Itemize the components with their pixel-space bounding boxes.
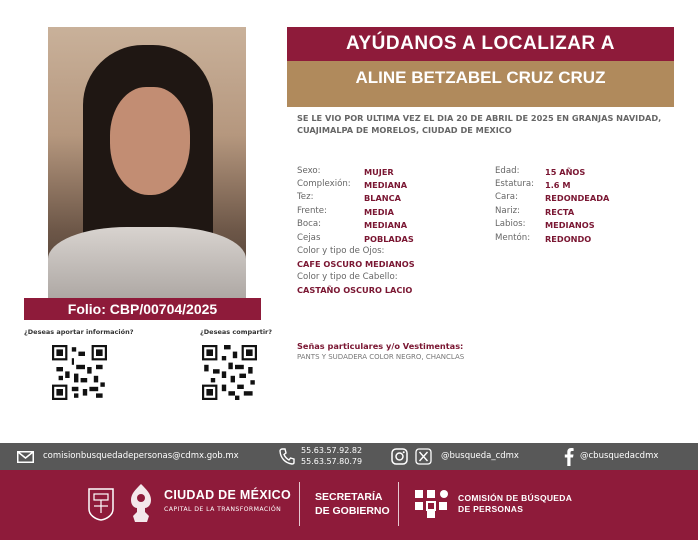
footer-divider — [398, 482, 399, 526]
cdmx-shield-icon — [87, 487, 115, 521]
comision-logo-icon — [414, 489, 450, 519]
secretaria-line2: DE GOBIERNO — [315, 505, 390, 517]
phone-icon — [279, 448, 295, 465]
qr-share-label: ¿Deseas compartir? — [200, 328, 273, 336]
cabello-value: CASTAÑO OSCURO LACIO — [297, 285, 413, 295]
frente-label: Frente: — [297, 206, 327, 216]
ojos-value: CAFE OSCURO MEDIANOS — [297, 259, 415, 269]
sexo-label: Sexo: — [297, 166, 321, 176]
person-name: ALINE BETZABEL CRUZ CRUZ — [287, 61, 674, 107]
folio-badge: Folio: CBP/00704/2025 — [24, 298, 261, 320]
qr-share-code[interactable] — [202, 345, 257, 400]
cdmx-title: CIUDAD DE MÉXICO — [164, 488, 292, 502]
estatura-value: 1.6 M — [545, 180, 571, 190]
comision-line1: COMISIÓN DE BÚSQUEDA — [458, 493, 573, 503]
menton-value: REDONDO — [545, 234, 592, 244]
missing-person-photo — [48, 27, 246, 298]
comision-line2: DE PERSONAS — [458, 504, 524, 514]
cabello-label: Color y tipo de Cabello: — [297, 272, 398, 282]
labios-value: MEDIANOS — [545, 220, 595, 230]
qr-info-label: ¿Deseas aportar información? — [24, 328, 134, 336]
nariz-value: RECTA — [545, 207, 575, 217]
x-twitter-icon[interactable] — [415, 448, 432, 465]
cara-label: Cara: — [495, 192, 518, 202]
labios-label: Labios: — [495, 219, 526, 229]
footer-divider — [299, 482, 300, 526]
marks-text: PANTS Y SUDADERA COLOR NEGRO, CHANCLAS — [297, 353, 465, 361]
contact-email[interactable]: comisionbusquedadepersonas@cdmx.gob.mx — [43, 451, 239, 461]
contact-phone-1[interactable]: 55.63.57.92.82 — [301, 446, 363, 455]
facebook-icon[interactable] — [564, 447, 574, 466]
alert-title: AYÚDANOS A LOCALIZAR A — [287, 27, 674, 61]
frente-value: MEDIA — [364, 207, 394, 217]
instagram-icon[interactable] — [391, 448, 408, 465]
facebook-handle[interactable]: @cbusquedacdmx — [580, 451, 659, 461]
tez-label: Tez: — [297, 192, 314, 202]
nariz-label: Nariz: — [495, 206, 521, 216]
cdmx-subtitle: CAPITAL DE LA TRANSFORMACIÓN — [164, 506, 282, 513]
boca-value: MEDIANA — [364, 220, 408, 230]
contact-bar — [0, 443, 698, 470]
cara-value: REDONDEADA — [545, 193, 610, 203]
estatura-label: Estatura: — [495, 179, 535, 189]
cejas-value: POBLADAS — [364, 234, 414, 244]
ojos-label: Color y tipo de Ojos: — [297, 246, 385, 256]
qr-info-code[interactable] — [52, 345, 107, 400]
marks-title: Señas particulares y/o Vestimentas: — [297, 341, 464, 351]
email-icon — [17, 451, 34, 463]
contact-phone-2[interactable]: 55.63.57.80.79 — [301, 457, 363, 466]
last-seen-text: SE LE VIO POR ULTIMA VEZ EL DIA 20 DE ABRIL DE 2025 EN GRANJAS NAVIDAD, CUAJIMALPA DE MORELOS, CIUDAD DE MEXICO — [297, 113, 662, 135]
secretaria-line1: SECRETARÍA — [315, 491, 383, 503]
social-handle[interactable]: @busqueda_cdmx — [441, 451, 519, 461]
edad-value: 15 AÑOS — [545, 167, 586, 177]
edad-label: Edad: — [495, 166, 520, 176]
menton-label: Mentón: — [495, 233, 531, 243]
complexion-label: Complexión: — [297, 179, 351, 189]
boca-label: Boca: — [297, 219, 322, 229]
tez-value: BLANCA — [364, 193, 401, 203]
complexion-value: MEDIANA — [364, 180, 408, 190]
cejas-label: Cejas — [297, 233, 321, 243]
sexo-value: MUJER — [364, 167, 394, 177]
footer-logos — [0, 470, 698, 540]
cdmx-emblem-icon — [125, 482, 157, 524]
